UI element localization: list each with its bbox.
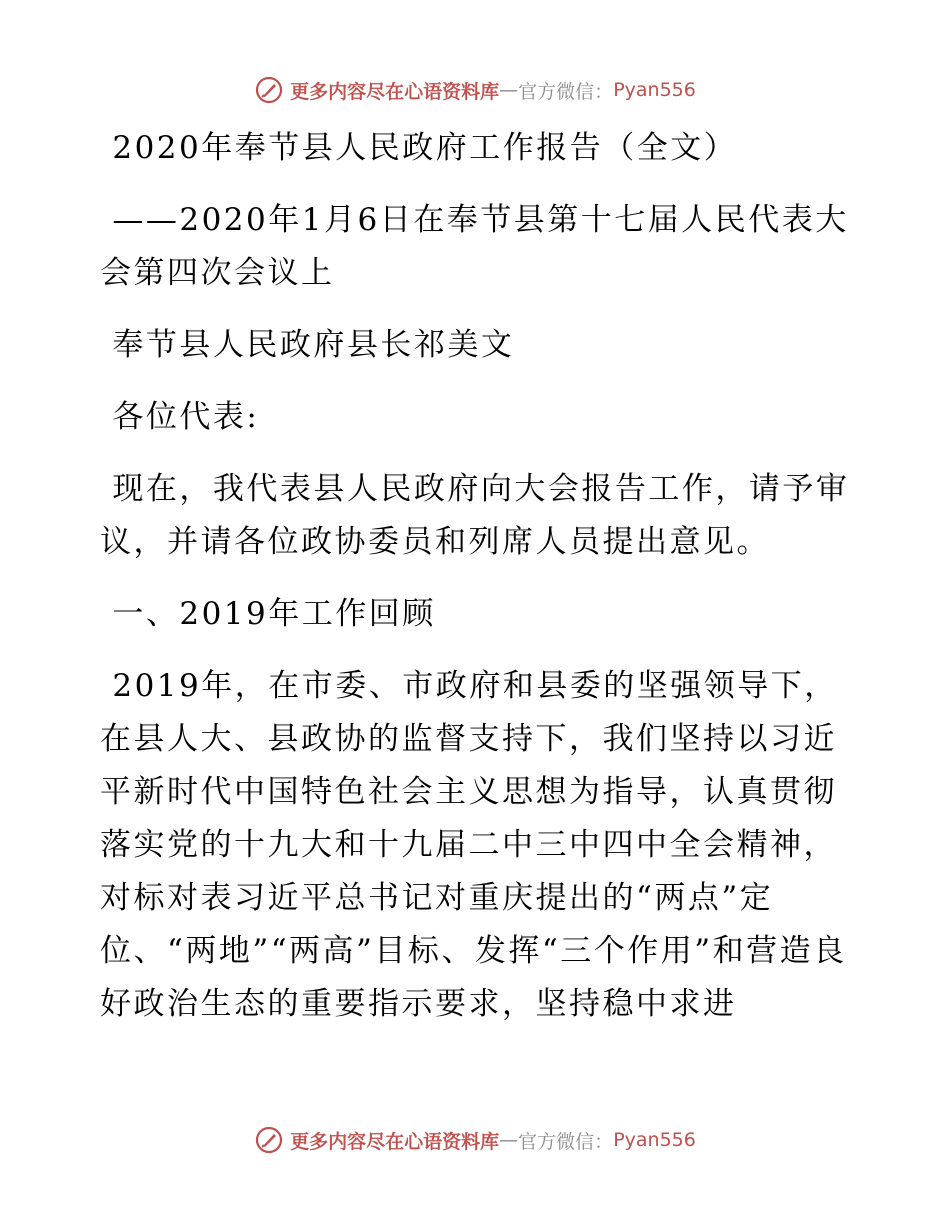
document-subtitle: ——2020年1月6日在奉节县第十七届人民代表大会第四次会议上	[100, 202, 849, 291]
document-body	[100, 122, 860, 1050]
quill-logo-icon	[254, 1125, 284, 1155]
salutation: 各位代表:	[100, 399, 260, 435]
body-paragraph: 2019年，在市委、市政府和县委的坚强领导下，在县人大、县政协的监督支持下，我们坚持以习近平新时代中国特色社会主义思想为指导，认真贯彻落实党的十九大和十九届二中三中四中全会精神，对标对表习近平总书记对重庆提出的“两点”定位、“两地”“两高”目标、发挥“三个作用”和营造良好政治生态的重要指示要求，坚持稳中求进	[100, 668, 847, 1022]
header-watermark	[0, 70, 950, 110]
watermark-official-text: 官方微信：	[518, 80, 614, 103]
intro-paragraph: 现在，我代表县人民政府向大会报告工作，请予审议，并请各位政协委员和列席人员提出意见。	[100, 471, 850, 560]
section-heading: 一、2019年工作回顾	[100, 596, 436, 632]
watermark-id-text: Pyan556	[613, 1129, 696, 1151]
quill-logo-icon	[254, 75, 284, 105]
watermark-id-text: Pyan556	[613, 79, 696, 101]
watermark-main-text: 更多内容尽在心语资料库	[290, 1130, 500, 1153]
document-author: 奉节县人民政府县长祁美文	[100, 327, 515, 363]
watermark-official-text: 官方微信：	[518, 1130, 614, 1153]
watermark-separator: —	[499, 79, 519, 101]
footer-watermark	[0, 1120, 950, 1160]
document-title: 2020年奉节县人民政府工作报告（全文）	[100, 130, 738, 166]
watermark-main-text: 更多内容尽在心语资料库	[290, 80, 500, 103]
watermark-separator: —	[499, 1129, 519, 1151]
